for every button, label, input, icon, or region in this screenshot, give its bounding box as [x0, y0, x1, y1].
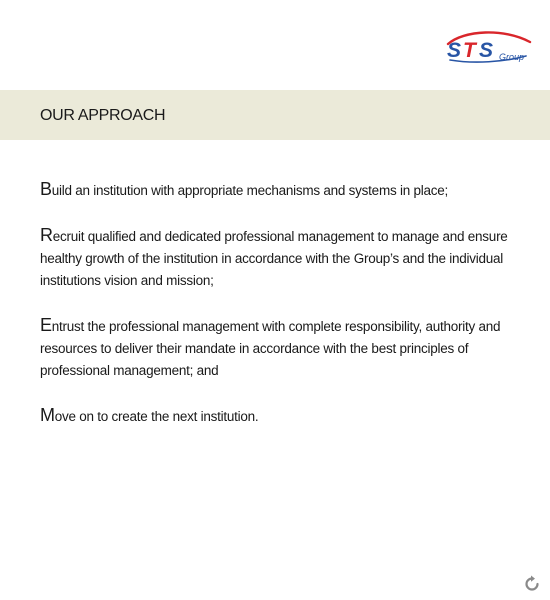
approach-list [40, 178, 525, 450]
approach-text: ove on to create the next institution. [54, 409, 259, 424]
initial-letter: E [40, 315, 52, 335]
approach-text: ntrust the professional management with complete responsibility, authority and resources to deliver their mandate in accordance with the best principles of professional management; and [40, 319, 501, 378]
approach-text: ecruit qualified and dedicated professional management to manage and ensure healthy growth of the institution in accordance with the Group’s and the individual institutions vision and mission; [40, 229, 508, 288]
approach-item [40, 224, 525, 292]
initial-letter: R [40, 225, 53, 245]
replay-icon [522, 574, 542, 594]
svg-text:Group: Group [499, 52, 525, 62]
approach-item [40, 178, 525, 202]
replay-button[interactable] [522, 574, 542, 594]
svg-text:S: S [447, 39, 462, 62]
sts-logo-graphic [444, 30, 534, 66]
sts-group-logo [444, 30, 534, 66]
approach-text: uild an institution with appropriate mechanisms and systems in place; [51, 183, 448, 198]
initial-letter: M [40, 405, 55, 425]
svg-text:S: S [479, 39, 494, 62]
approach-item [40, 404, 525, 428]
svg-text:T: T [463, 39, 476, 62]
approach-item [40, 314, 525, 382]
page-title: OUR APPROACH [40, 107, 166, 124]
initial-letter: B [40, 179, 52, 199]
